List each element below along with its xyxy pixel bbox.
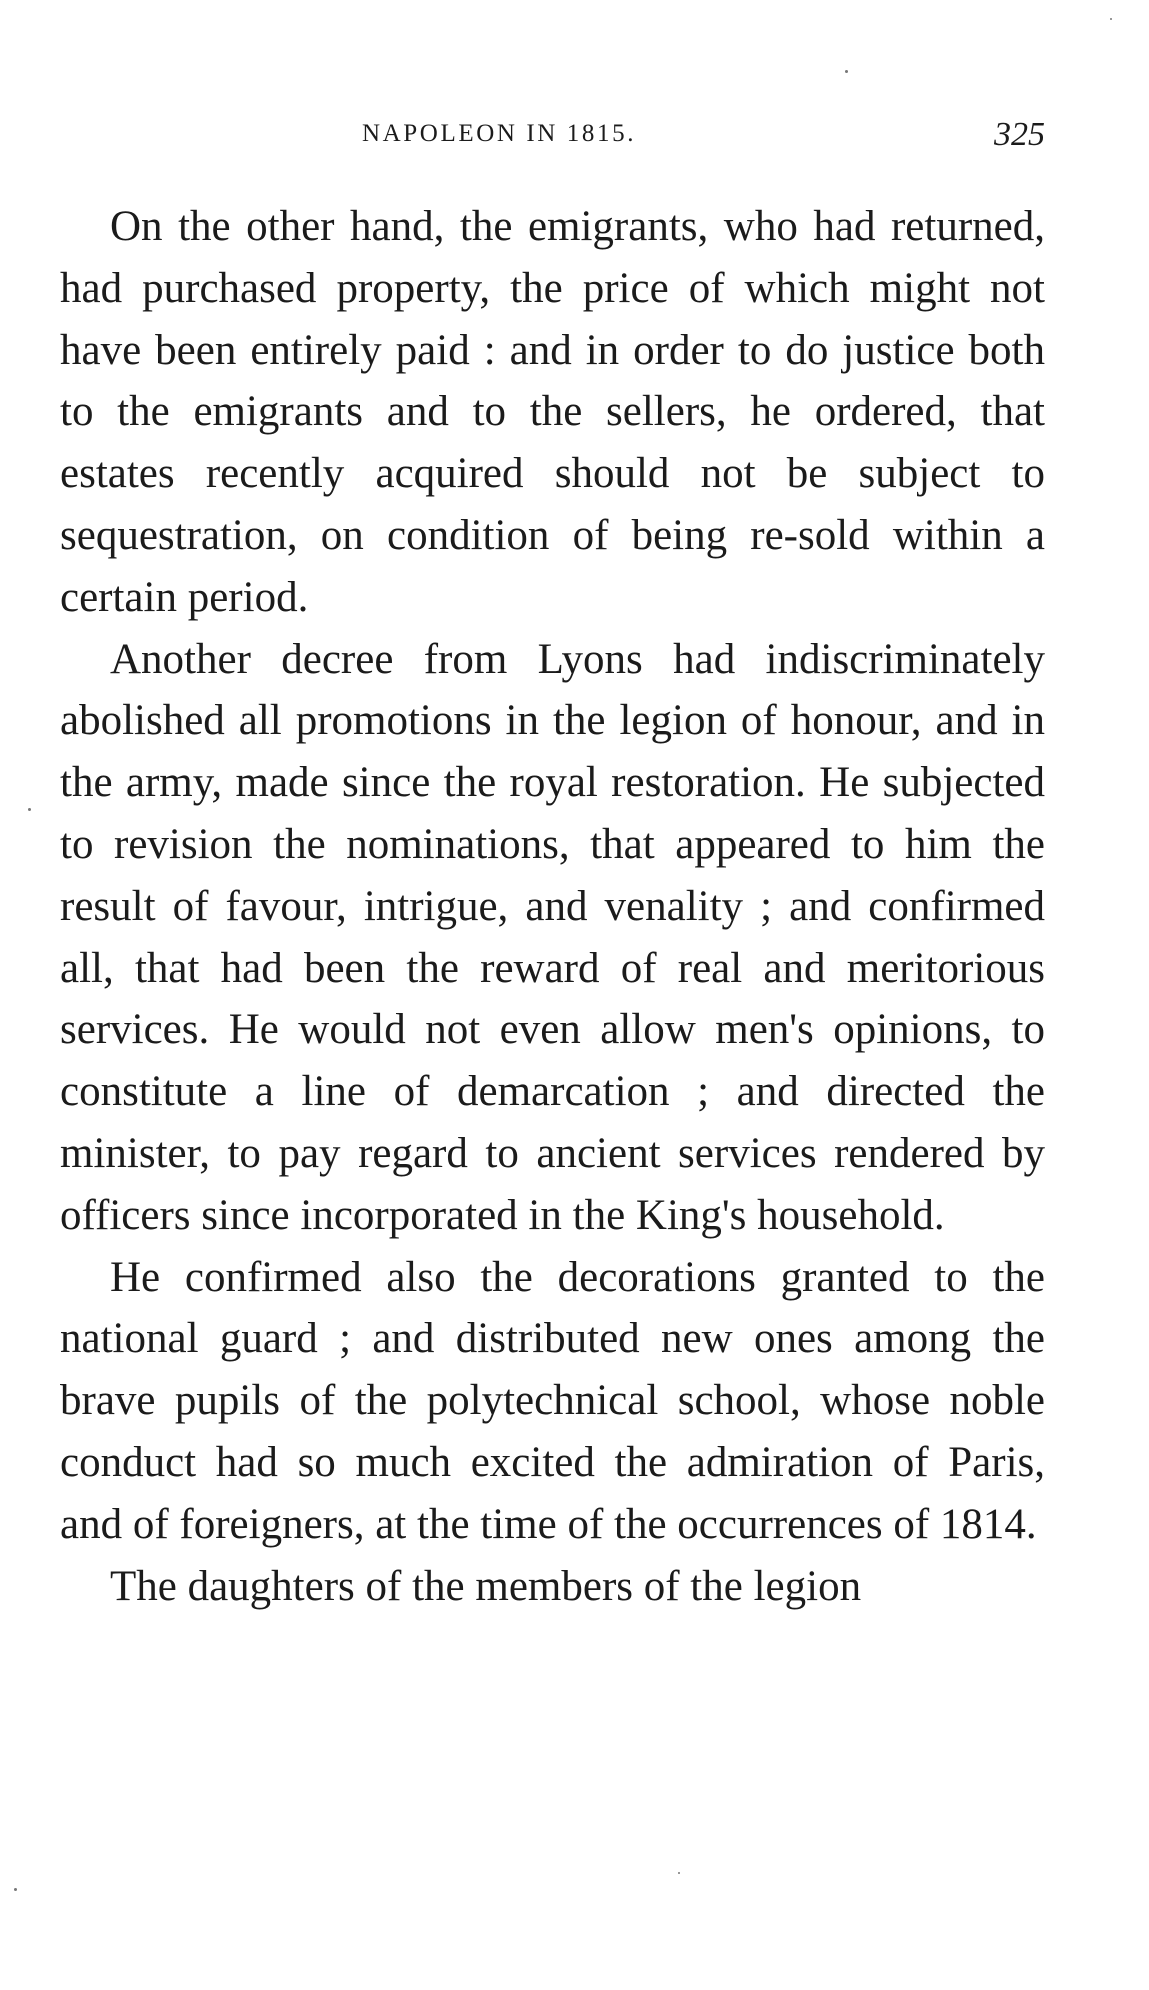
running-head <box>60 116 1045 166</box>
paragraph-decorations: He confirmed also the decorations granted to the national guard ; and distributed new ones among the brave pupils of the polytechnical school, whose noble conduct had so much excited the admiration of Paris, and of foreigners, at the time of the occurrences of 1814. <box>60 1253 1045 1548</box>
page-number: 325 <box>994 116 1045 153</box>
scan-speck <box>1110 18 1112 20</box>
running-title: NAPOLEON IN 1815. <box>362 120 637 147</box>
paragraph-emigrants: On the other hand, the emigrants, who had returned, had purchased property, the price of which might not have been entirely paid : and in order to do justice both to the emigrants and to the sellers, he ordered, that estates recently acquired should not be subject to sequestration, on condition of being re-sold within a certain period. <box>60 203 1045 621</box>
paragraph-lyons-decree: Another decree from Lyons had indiscriminately abolished all promotions in the legion of honour, and in the army, made since the royal restoration. He subjected to revision the nominations, that appeared to him the result of favour, intrigue, and venality ; and confirmed all, that had been the reward of real and meritorious services. He would not even allow men's opinions, to constitute a line of demarcation ; and directed the minister, to pay regard to ancient services rendered by officers since incorporated in the King's household. <box>60 635 1045 1239</box>
scan-speck <box>678 1872 680 1874</box>
scan-speck <box>28 808 31 811</box>
paragraph-daughters: The daughters of the members of the legion <box>110 1562 862 1610</box>
scan-speck <box>14 1888 17 1891</box>
scan-speck <box>845 70 848 73</box>
body-text <box>60 196 1045 1617</box>
